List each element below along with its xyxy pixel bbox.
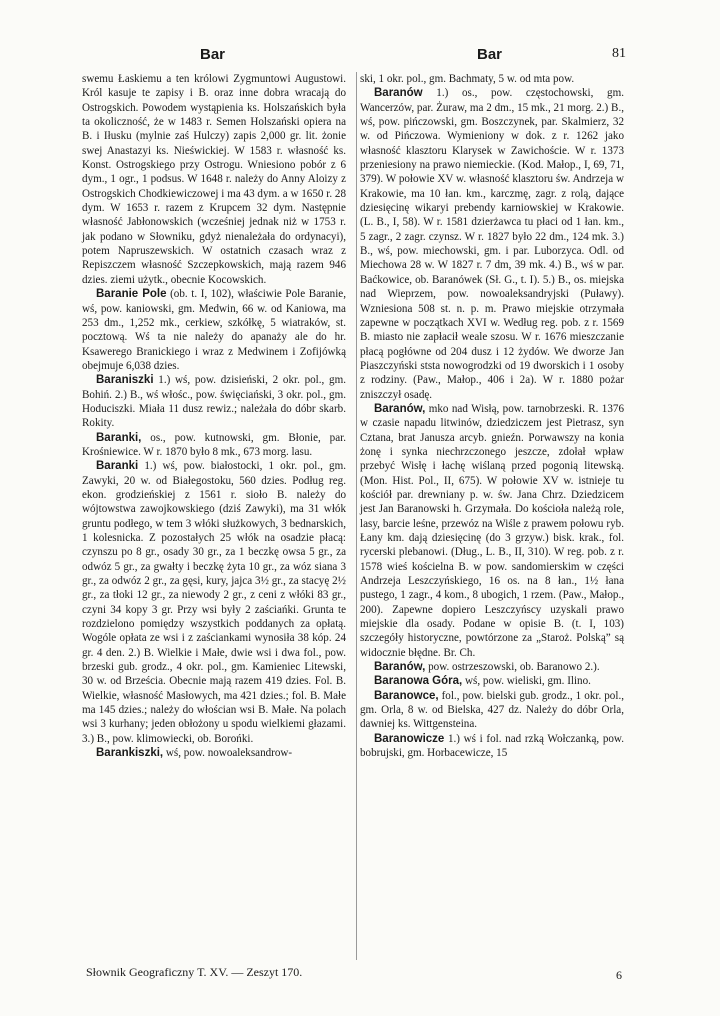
entry-text: fol., pow. bielski gub. grodz., 1 okr. pol., gm. Orla, 8 w. od Bielska, 427 dz. Należy do dóbr Orla, dawniej ks. Wittgensteina.	[360, 689, 624, 731]
entry-headword: Baranów,	[374, 402, 426, 415]
entry-headword: Baranki,	[96, 431, 142, 444]
entry	[82, 72, 346, 287]
entry	[82, 373, 346, 430]
entry-headword: Baranie Pole	[96, 288, 167, 301]
entry-text: 1.) wś, pow. białostocki, 1 okr. pol., gm. Zawyki, 20 w. od Białegostoku, 560 dzies. Podług reg. ekon. grodzieńskiej z 1561 r. sioło B. należy do wójtowstwa zawojkowskiego (dziś Zawyki), ma 31 włók gruntu podłego, w tem 3 włóki służkowych, 3 bednarskich, 1 kolesnicka. Z pozostałych 25 włók na osadzie płacą: czynszu po 8 gr., osady 30 gr., za 1 beczkę owsa 5 gr., za odwóz 5 gr., za gwałty i beczkę żyta 10 gr., za wóz siana 3 gr., za odwóz 2 gr., za gęsi, kury, jajca 3½ gr., za stacyę 2½ gr., za tłoki 12 gr., za niewody 2 gr., z ceni z włóki 83 gr., czyni 34 kopy 3 gr. Przy wsi były 2 zaściańki. Grunta te rozdzielono pomiędzy wszystkich poddanych za opłatą. Wogóle opłata ze wsi i z zaściankami wynosiła 38 kóp. 24 gr. 4 den. 2.) B. Wielkie i Małe, dwie wsi i dwa fol., pow. brzeski gub. grodz., 4 okr. pol., gm. Kamieniec Litewski, 30 w. od Brześcia. Obecnie mają razem 419 dzies. Fol. B. Wielkie, własność Masłowych, ma 421 dzies.; fol. B. Małe ma 145 dzies.; należy do włościan wsi B. Małe. Na polach wsi 3 kurhany; jeden obłożony u spodu wielkiemi głazami. 3.) B., pow. klimowiecki, ob. Borońki.	[82, 460, 347, 745]
right-column	[356, 72, 624, 960]
entry	[360, 402, 624, 660]
entry	[360, 732, 624, 761]
entry-text: 1.) wś i fol. nad rzką Wołczanką, pow. bobrujski, gm. Horbacewicze, 15	[360, 732, 624, 760]
entry-text: (ob. t. I, 102), właściwie Pole Baranie, wś, pow. kaniowski, gm. Medwin, 66 w. od Kaniowa, ma 253 dm., 1,252 mk., cerkiew, szkółkę, 5 wiatraków, st. pocztową. Wś ta nie należy do apanaży ale do hr. Ksawerego Branickiego i wraz z Medwinem i Zofijówką obejmuje 6,038 dzies.	[82, 288, 346, 372]
entry-headword: Barankiszki,	[96, 747, 164, 760]
signature-mark: 6	[616, 968, 622, 982]
entry-text: pow. ostrzeszowski, ob. Baranowo 2.).	[428, 661, 600, 674]
entry	[82, 459, 346, 746]
entry-headword: Baranowicze	[374, 732, 445, 745]
entry-text: wś, pow. nowoaleksandrow-	[165, 747, 293, 760]
entry-headword: Baraniszki	[96, 374, 154, 387]
publication-footer: Słownik Geograficzny T. XV. — Zeszyt 170.	[86, 965, 303, 979]
entry	[360, 689, 624, 732]
page-number: 81	[612, 46, 626, 61]
entry	[82, 746, 346, 760]
running-head-center: Bar	[477, 46, 503, 63]
entry-text: ski, 1 okr. pol., gm. Bachmaty, 5 w. od mta pow.	[360, 73, 575, 85]
entry-text: 1.) wś, pow. dzisieński, 2 okr. pol., gm. Bohiń. 2.) B., wś włośc., pow. święciański, 3 okr. pol., gm. Hoduciszki. Miała 11 dusz rewiz.; należała do dóbr skarb. Rokity.	[82, 374, 346, 430]
entry-text: swemu Łaskiemu a ten królowi Zygmuntowi Augustowi. Król kasuje te zapisy i B. oraz inne dobra wracają do Ostrogskich. Powodem wystąpienia ks. Holszańskich była ta okoliczność, że w 1483 r. Semen Holszański opiera na B. i Iłusku (mylnie zaś Hulczy) zapis 2,000 gr. lit. żonie swej Anastazyi ks. Nieświckiej. W 1583 r. własność ks. Konst. Ostrogskiego przy Ostrogu. Wniesiono pobór z 6 dym., 1 ogr., 1 podsus. W 1648 r. należy do Anny Aloizy z Ostrogskich Chodkiewiczowej i ma 43 dym. a w 1650 r. 28 dym. W 1653 r. razem z Krupcem 32 dym. Następnie własność Jabłonowskich (wcześniej jednak niż w 1753 r. jak podano w Słowniku, gdyż nienależała do ordynacyi), potem Napruszewskich. W ostatnich czasach wraz z Repiszczem własność Szczepkowskich, mają razem 946 dzies. ziemi użytk., obecnie Kocowskich.	[82, 73, 346, 286]
entry-text: 1.) os., pow. częstochowski, gm. Wancerzów, par. Żuraw, ma 2 dm., 15 mk., 21 morg. 2.) B., wś, pow. pińczowski, gm. Boszczynek, par. Skalmierz, 32 w. od Pińczowa. Wymieniony w dok. z r. 1262 jako własność klasztoru Klarysek w Zawichoście. W r. 1373 przeniesiony na prawo niemieckie. (Kod. Małop., I, 69, 71, 379). W połowie XV w. własność klasztoru św. Andrzeja w Krakowie, ma 10 łan. km., karczmę, zagr. z rolą, dające dziesięcinę wikaryi prebendy karniowskiej w Krakowie. (L. B., I, 58). W r. 1581 dzierżawca tu płaci od 1 łan. km., 5 zagr., 2 zagr. czynsz. W r. 1827 było 22 dm., 124 mk. 3.) B., wś, pow. miechowski, gm. i par. Luborzyca. Odl. od Miechowa 28 w. W 1827 r. 7 dm, 39 mk. 4.) B., wś w par. Baćkowice, ob. Baranówek (Sł. G., t. I). 5.) B., os. miejska nad Wieprzem, pow. nowoaleksandryjski (Puławy). Wzniesiona 508 st. n. p. m. Prawo miejskie otrzymała zapewne w początkach XVI w. Według reg. pob. z r. 1569 B. miasto nie zapłacił weale szosu. W r. 1676 mieszczanie płacą pogłówne od 204 dusz i 12 żydów. We dworze Jan Piaszczyński ststa nowogrodzki od 19 dworskich i 1 osoby z rodziny. (Paw., Małop., 406 i 2a). W r. 1880 pożar zniszczył osadę.	[360, 87, 624, 401]
entry-headword: Baranów,	[374, 661, 426, 674]
entry	[360, 86, 624, 402]
entry-headword: Baranki	[96, 460, 139, 473]
entry-text: os., pow. kutnowski, gm. Błonie, par. Krośniewice. W r. 1870 było 8 mk., 673 morg. lasu.	[82, 431, 346, 458]
entry	[360, 674, 624, 688]
entry-text: mko nad Wisłą, pow. tarnobrzeski. R. 1376 w czasie napadu litwinów, dziedziczem jest Pietrasz, syn Cztana, brat Janusza arcyb. gnieźn. Porwawszy na konia żonę i synka niechrzczonego jeszcze, zdołał wpław przebyć Wisłę i łachę wiślaną przed pogonią litewską. (Mon. Hist. Pol., II, 675). W połowie XV w. istnieje tu kościół par. drewniany p. w. św. Jana Chrz. Dziedzicem jest Jan Baranowski h. Grzymała. Do kościoła należą role, lasy, barcie leśne, przewóz na Wiśle z prawem połowu ryb. Łany km. dają dziesięcinę (do 3 grzyw.) bisk. krak., fol. rycerski plebanowi. (Dług., L. B., II, 310). W reg. pob. z r. 1578 wieś kościelna B. w pow. sandomierskim w części Andrzeja Leszczyńskiego, 16 os. na 8 łan., 1½ łana pustego, 1 zagr., 4 kom., 8 ubogich, 1 rzem. (Paw., Małop., 200). Zapewne dopiero Leszczyńscy uzyskali prawo miejskie dla osady. Podane w opisie B. (t. I, 103) szczegóły historyczne, powtórzone za „Staroż. Polską” są widocznie błędne. Br. Ch.	[360, 402, 624, 659]
entry-headword: Baranów	[374, 87, 423, 100]
left-column	[82, 72, 346, 761]
entry	[82, 287, 346, 373]
entry	[360, 660, 624, 674]
entry	[360, 72, 624, 86]
entry-headword: Baranowa Góra,	[374, 675, 463, 688]
entry-headword: Baranowce,	[374, 689, 439, 702]
entry	[82, 431, 346, 460]
running-head-left: Bar	[200, 46, 226, 63]
entry-text: wś, pow. wieliski, gm. Ilino.	[464, 675, 591, 688]
